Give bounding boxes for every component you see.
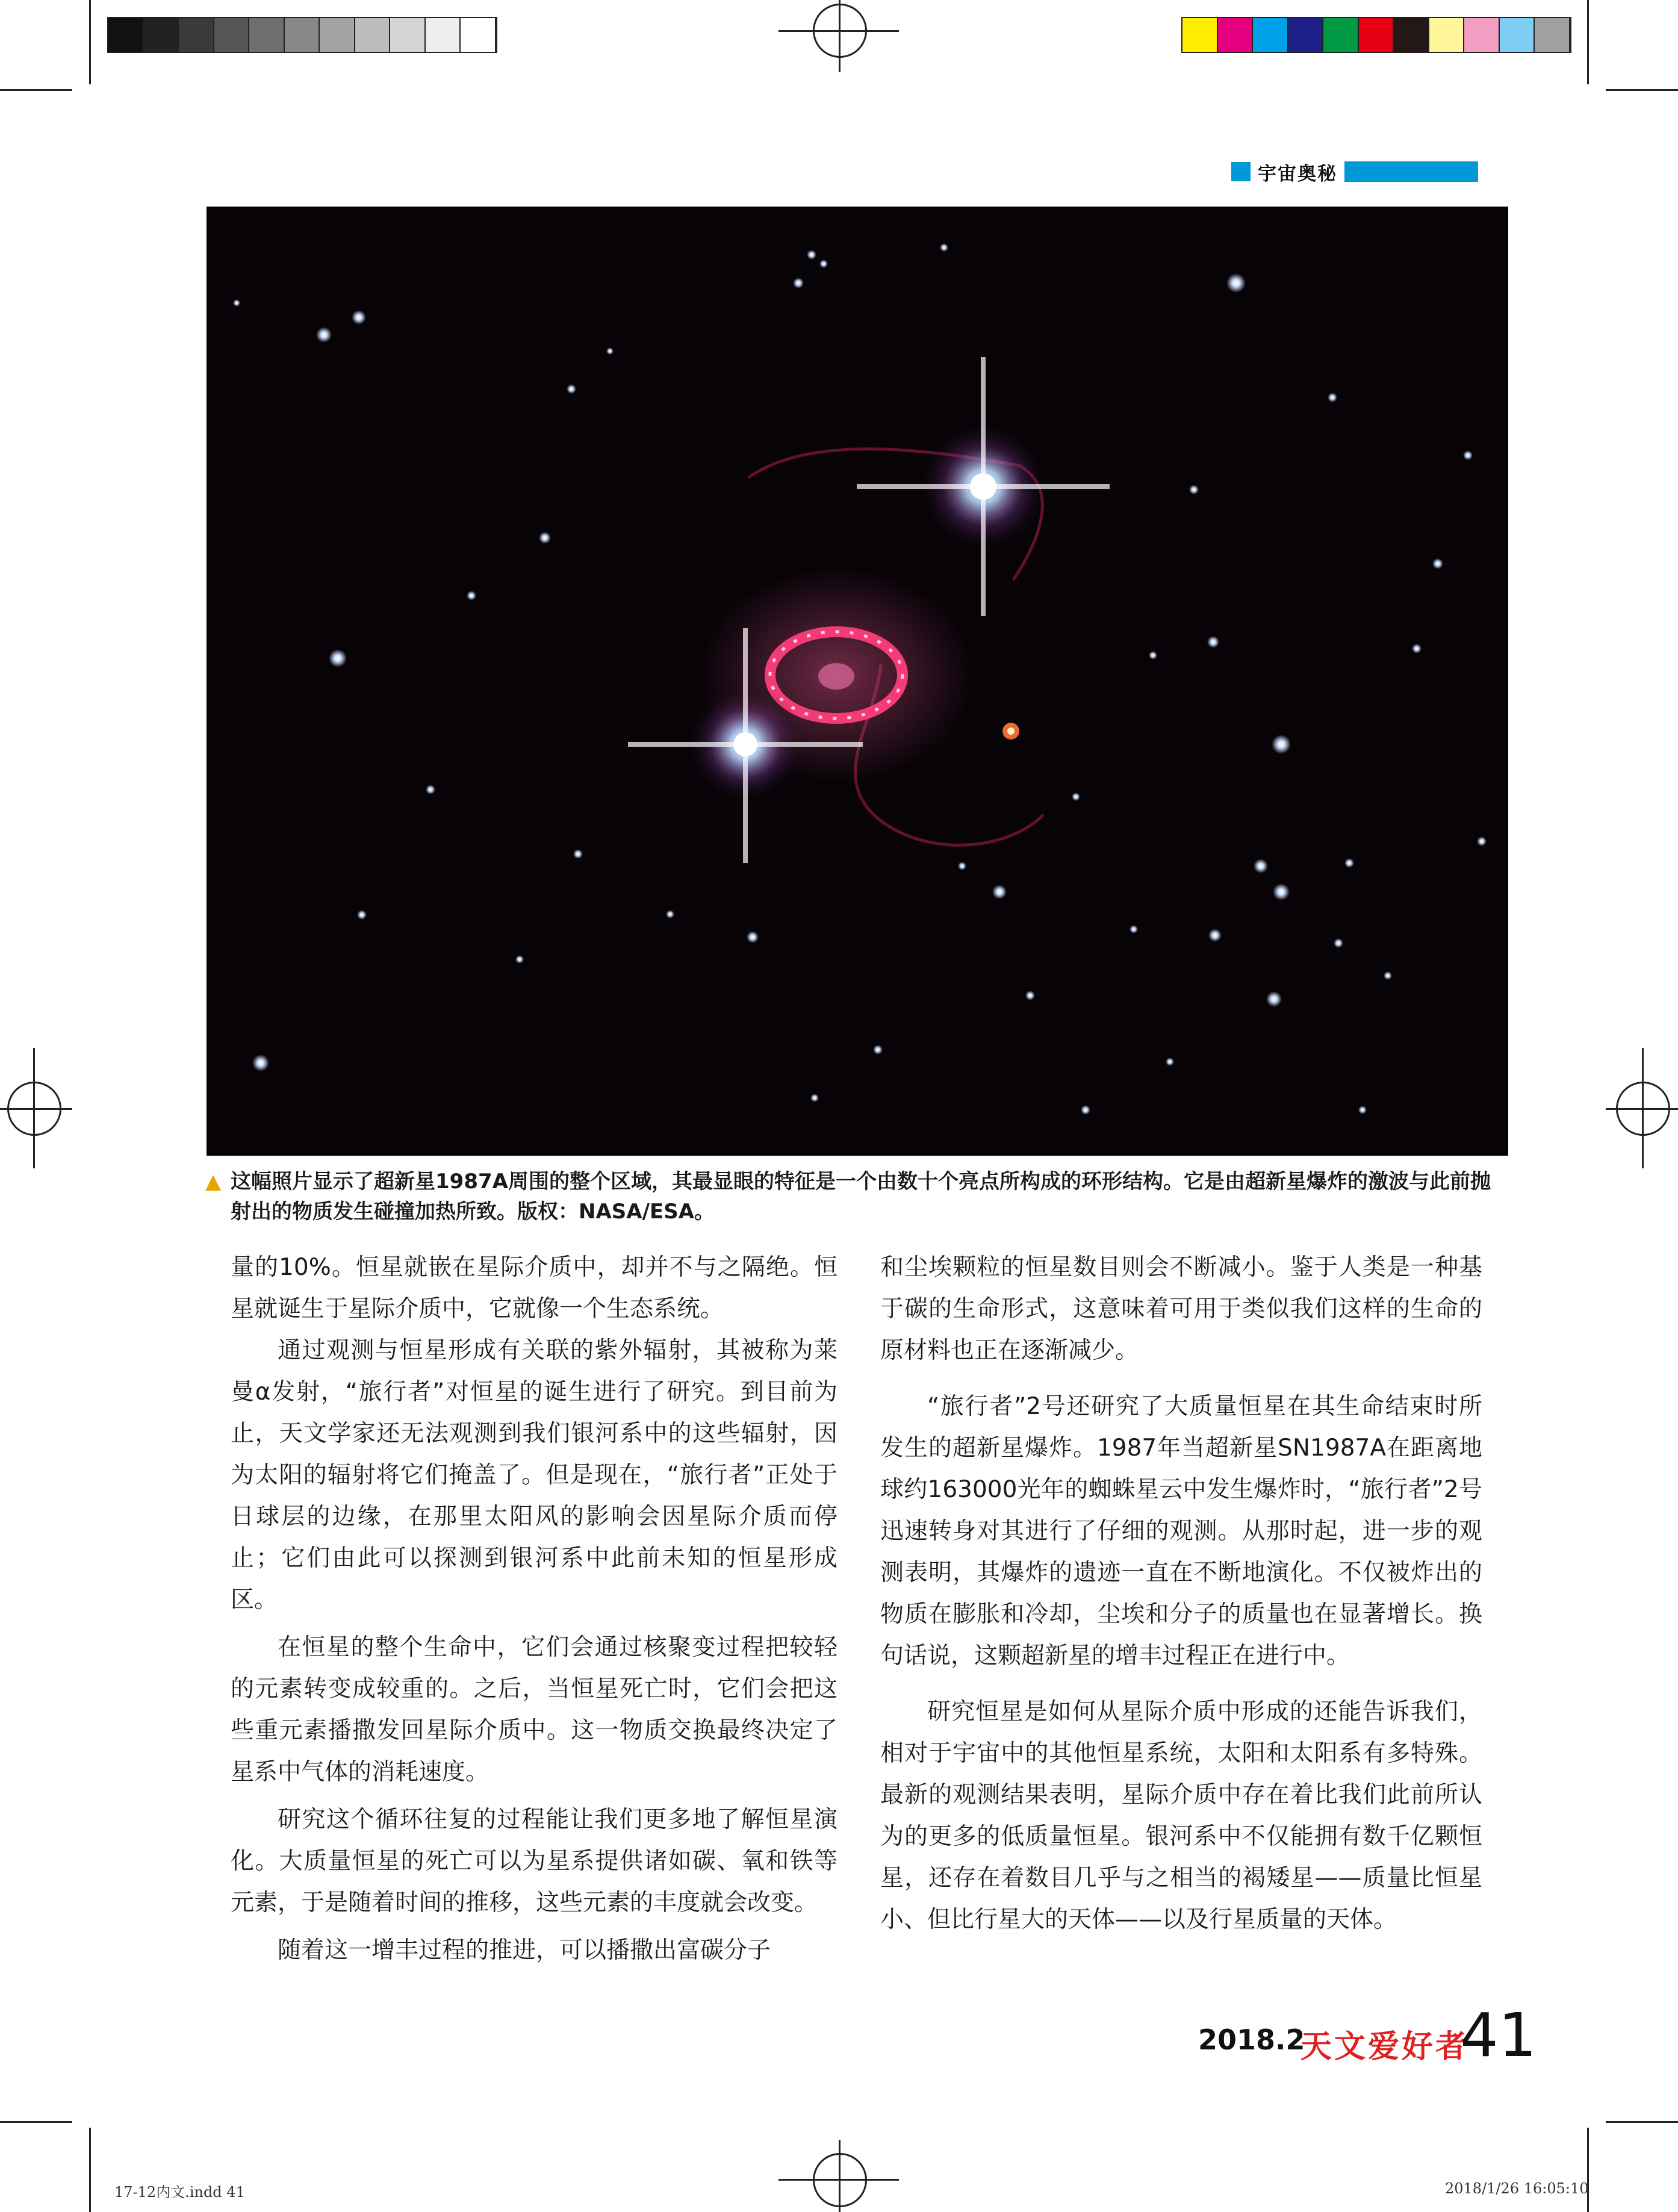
photo-caption bbox=[205, 1167, 1508, 1227]
grayscale-color-bar bbox=[107, 17, 497, 53]
timestamp-slug: 2018/1/26 16:05:10 bbox=[1445, 2180, 1589, 2197]
crop-mark bbox=[89, 0, 91, 84]
crop-mark bbox=[89, 2128, 91, 2212]
crop-mark bbox=[0, 2121, 72, 2123]
supernova-photo bbox=[207, 207, 1508, 1156]
color-swatch bbox=[249, 18, 285, 52]
color-swatch bbox=[426, 18, 461, 52]
crop-mark bbox=[1606, 89, 1678, 91]
color-swatch bbox=[1464, 18, 1500, 52]
file-slug: 17-12内文.indd 41 bbox=[114, 2184, 245, 2201]
section-marker bbox=[1231, 162, 1251, 181]
color-swatch bbox=[1359, 18, 1394, 52]
right-column bbox=[880, 1247, 1482, 1940]
color-swatch bbox=[390, 18, 426, 52]
paragraph: 和尘埃颗粒的恒星数目则会不断减小。鉴于人类是一种基于碳的生命形式，这意味着可用于类似我们这样的生命的原材料也正在逐渐减少。 bbox=[880, 1254, 1482, 1364]
starfield-image bbox=[207, 207, 1508, 1156]
issue-number: 2018.2 bbox=[1198, 2024, 1305, 2056]
registration-mark bbox=[813, 2153, 867, 2207]
color-swatch bbox=[320, 18, 355, 52]
color-swatch bbox=[1253, 18, 1288, 52]
color-swatch bbox=[285, 18, 320, 52]
registration-mark bbox=[7, 1082, 61, 1136]
caption-text: 这幅照片显示了超新星1987A周围的整个区域，其最显眼的特征是一个由数十个亮点所构成的环形结构。它是由超新星爆炸的激波与此前抛射出的物质发生碰撞加热所致。版权：NASA/ESA。 bbox=[231, 1170, 1491, 1224]
color-swatch bbox=[108, 18, 144, 52]
color-swatch bbox=[1394, 18, 1429, 52]
cmyk-color-bar bbox=[1181, 17, 1571, 53]
color-swatch bbox=[461, 18, 496, 52]
paragraph: 随着这一增丰过程的推进，可以播撒出富碳分子 bbox=[278, 1937, 771, 1964]
section-label: 宇宙奥秘 bbox=[1258, 163, 1337, 185]
crop-mark bbox=[0, 89, 72, 91]
color-swatch bbox=[1288, 18, 1324, 52]
color-swatch bbox=[179, 18, 214, 52]
section-stripe bbox=[1344, 161, 1478, 182]
section-header bbox=[1231, 160, 1478, 184]
color-swatch bbox=[1429, 18, 1465, 52]
color-swatch bbox=[1500, 18, 1535, 52]
paragraph: 量的10%。恒星就嵌在星际介质中，却并不与之隔绝。恒星就诞生于星际介质中，它就像一个生态系统。 bbox=[231, 1254, 837, 1323]
registration-mark bbox=[813, 4, 867, 58]
color-swatch bbox=[144, 18, 179, 52]
left-column bbox=[231, 1247, 837, 1971]
color-swatch bbox=[1323, 18, 1359, 52]
magazine-title: 天文爱好者 bbox=[1300, 2028, 1470, 2065]
paragraph: “旅行者”2号还研究了大质量恒星在其生命结束时所发生的超新星爆炸。1987年当超新星SN1987A在距离地球约163000光年的蜘蛛星云中发生爆炸时，“旅行者”2号迅速转身对其进行了仔细的观测。从那时起，进一步的观测表明，其爆炸的遗迹一直在不断地演化。不仅被炸出的物质在膨胀和冷却，尘埃和分子的质量也在显著增长。换句话说，这颗超新星的增丰过程正在进行中。 bbox=[880, 1393, 1482, 1669]
color-swatch bbox=[1535, 18, 1570, 52]
crop-mark bbox=[1606, 2121, 1678, 2123]
color-swatch bbox=[1182, 18, 1218, 52]
color-swatch bbox=[214, 18, 250, 52]
paragraph: 研究恒星是如何从星际介质中形成的还能告诉我们，相对于宇宙中的其他恒星系统，太阳和太阳系有多特殊。最新的观测结果表明，星际介质中存在着比我们此前所认为的更多的低质量恒星。银河系中不仅能拥有数千亿颗恒星，还存在着数目几乎与之相当的褐矮星——质量比恒星小、但比行星大的天体——以及行星质量的天体。 bbox=[880, 1698, 1482, 1933]
registration-mark bbox=[1616, 1082, 1670, 1136]
color-swatch bbox=[355, 18, 391, 52]
crop-mark bbox=[1587, 0, 1589, 84]
caption-marker-icon: ▲ bbox=[205, 1170, 222, 1194]
color-swatch bbox=[1218, 18, 1254, 52]
paragraph: 研究这个循环往复的过程能让我们更多地了解恒星演化。大质量恒星的死亡可以为星系提供诸如碳、氧和铁等元素，于是随着时间的推移，这些元素的丰度就会改变。 bbox=[231, 1806, 837, 1916]
page-number: 41 bbox=[1460, 2000, 1537, 2070]
paragraph: 在恒星的整个生命中，它们会通过核聚变过程把较轻的元素转变成较重的。之后，当恒星死亡时，它们会把这些重元素播撒发回星际介质中。这一物质交换最终决定了星系中气体的消耗速度。 bbox=[231, 1634, 837, 1786]
paragraph: 通过观测与恒星形成有关联的紫外辐射，其被称为莱曼α发射，“旅行者”对恒星的诞生进行了研究。到目前为止，天文学家还无法观测到我们银河系中的这些辐射，因为太阳的辐射将它们掩盖了。但是现在，“旅行者”正处于日球层的边缘，在那里太阳风的影响会因星际介质而停止；它们由此可以探测到银河系中此前未知的恒星形成区。 bbox=[231, 1337, 837, 1613]
crop-mark bbox=[1587, 2128, 1589, 2212]
